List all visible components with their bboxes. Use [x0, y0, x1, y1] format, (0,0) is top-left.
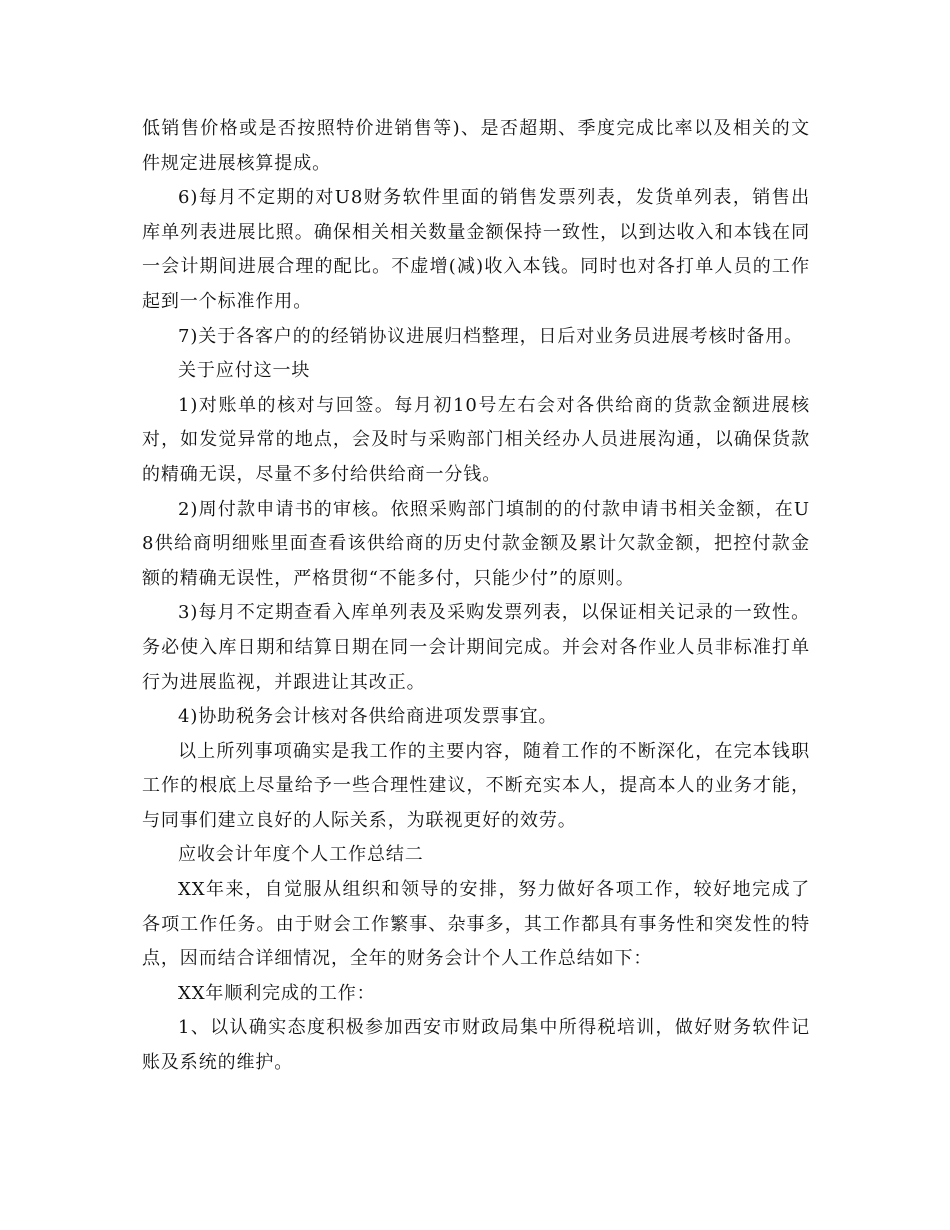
paragraph-1: 低销售价格或是否按照特价进销售等)、是否超期、季度完成比率以及相关的文件规定进展核算提成。	[142, 118, 810, 174]
paragraph-11: XX年来，自觉服从组织和领导的安排，努力做好各项工作，较好地完成了各项工作任务。由于财会工作繁事、杂事多，其工作都具有事务性和突发性的特点，因而结合详细情况，全年的财务会计个人工作总结如下：	[142, 879, 810, 970]
paragraph-8: 4)协助税务会计核对各供给商进项发票事宜。	[178, 706, 558, 728]
paragraph-2: 6)每月不定期的对U8财务软件里面的销售发票列表，发货单列表，销售出库单列表进展比照。确保相关相关数量金额保持一致性，以到达收入和本钱在同一会计期间进展合理的配比。不虚增(减)收入本钱。同时也对各打单人员的工作起到一个标准作用。	[142, 187, 810, 312]
paragraph-5: 1)对账单的核对与回签。每月初10号左右会对各供给商的货款金额进展核对，如发觉异常的地点，会及时与采购部门相关经办人员进展沟通，以确保货款的精确无误，尽量不多付给供给商一分钱。	[142, 394, 810, 485]
paragraph-7: 3)每月不定期查看入库单列表及采购发票列表，以保证相关记录的一致性。务必使入库日期和结算日期在同一会计期间完成。并会对各作业人员非标准打单行为进展监视，并跟进让其改正。	[142, 602, 810, 693]
paragraph-12: XX年顺利完成的工作：	[178, 982, 376, 1004]
paragraph-9: 以上所列事项确实是我工作的主要内容，随着工作的不断深化，在完本钱职工作的根底上尽量给予一些合理性建议，不断充实本人，提高本人的业务才能，与同事们建立良好的人际关系，为联视更好的效劳。	[142, 740, 810, 831]
paragraph-13: 1、以认确实态度积极参加西安市财政局集中所得税培训，做好财务软件记账及系统的维护。	[142, 1017, 810, 1074]
paragraph-3: 7)关于各客户的的经销协议进展归档整理，日后对业务员进展考核时备用。	[178, 325, 804, 347]
paragraph-10: 应收会计年度个人工作总结二	[178, 844, 424, 866]
paragraph-6: 2)周付款申请书的审核。依照采购部门填制的的付款申请书相关金额，在U8供给商明细账里面查看该供给商的历史付款金额及累计欠款金额，把控付款金额的精确无误性，严格贯彻“不能多付，只能少付”的原则。	[142, 498, 810, 589]
paragraph-4: 关于应付这一块	[178, 360, 311, 382]
document-body	[142, 112, 810, 1081]
